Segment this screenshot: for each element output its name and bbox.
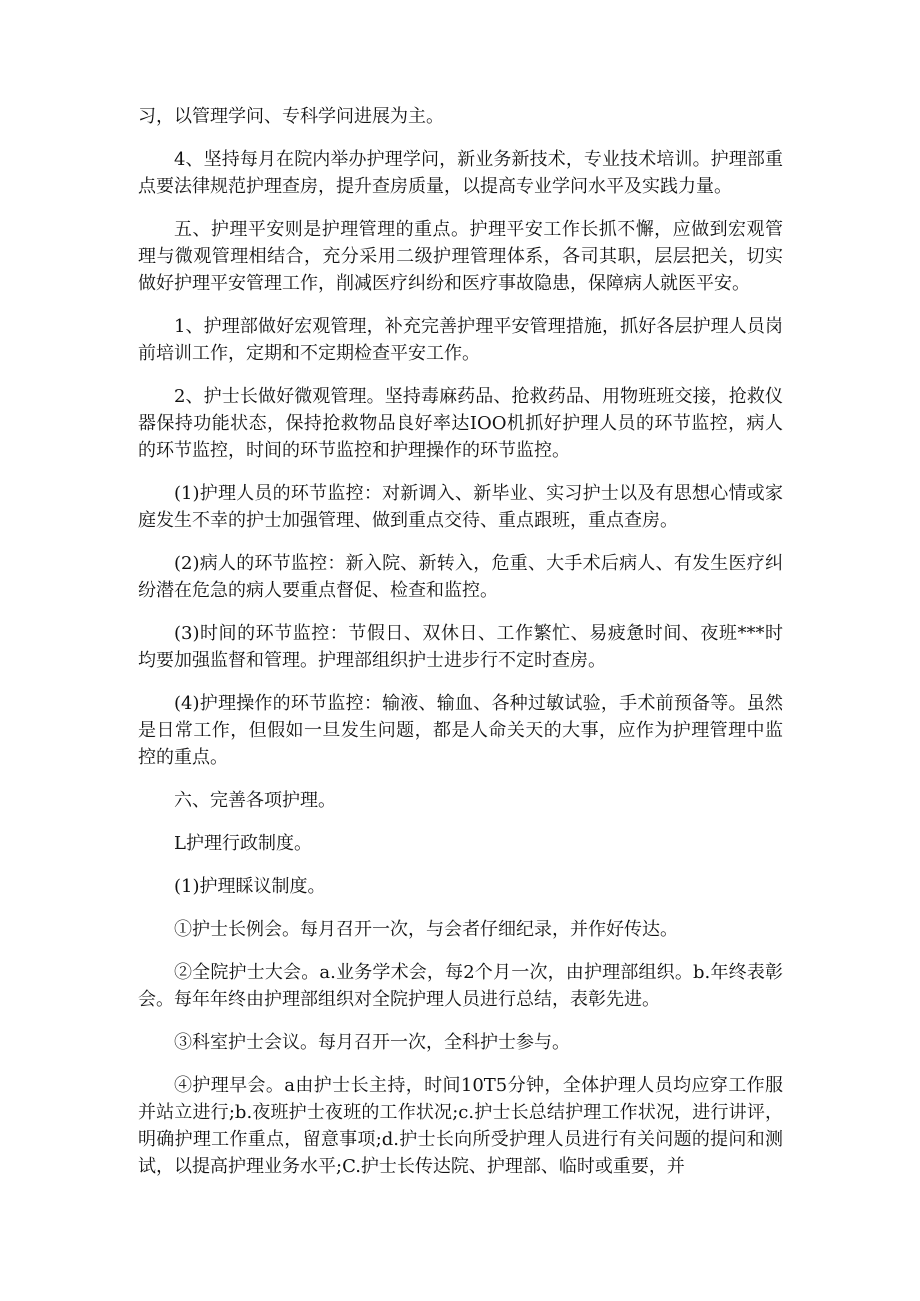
subsection-heading: (1)护理睬议制度。 bbox=[174, 876, 326, 897]
paragraph: ②全院护士大会。a.业务学术会，每2个月一次，由护理部组织。b.年终表彰会。每年年终由护理部组织对全院护理人员进行总结，表彰先进。 bbox=[138, 962, 783, 1010]
subsection-heading: L护理行政制度。 bbox=[174, 833, 312, 854]
document-body bbox=[138, 103, 783, 1196]
paragraph: 五、护理平安则是护理管理的重点。护理平安工作长抓不懈，应做到宏观管理与微观管理相结合，充分采用二级护理管理体系，各司其职，层层把关，切实做好护理平安管理工作，削减医疗纠纷和医疗事故隐患，保障病人就医平安。 bbox=[138, 219, 783, 294]
paragraph: 4、坚持每月在院内举办护理学问，新业务新技术，专业技术培训。护理部重点要法律规范护理查房，提升查房质量，以提高专业学问水平及实践力量。 bbox=[138, 149, 783, 197]
section-heading: 六、完善各项护理。 bbox=[174, 790, 336, 811]
paragraph: (2)病人的环节监控：新入院、新转入，危重、大手术后病人、有发生医疗纠纷潜在危急的病人要重点督促、检查和监控。 bbox=[138, 553, 783, 601]
paragraph: ③科室护士会议。每月召开一次，全科护士参与。 bbox=[174, 1032, 570, 1053]
paragraph: (4)护理操作的环节监控：输液、输血、各种过敏试验，手术前预备等。虽然是日常工作，但假如一旦发生问题，都是人命关天的大事，应作为护理管理中监控的重点。 bbox=[138, 693, 783, 768]
paragraph: ①护士长例会。每月召开一次，与会者仔细纪录，并作好传达。 bbox=[174, 919, 678, 940]
paragraph: 2、护士长做好微观管理。坚持毒麻药品、抢救药品、用物班班交接，抢救仪器保持功能状态，保持抢救物品良好率达IOO机抓好护理人员的环节监控，病人的环节监控，时间的环节监控和护理操作的环节监控。 bbox=[138, 386, 783, 461]
paragraph: (1)护理人员的环节监控：对新调入、新毕业、实习护士以及有思想心情或家庭发生不幸的护士加强管理、做到重点交待、重点跟班，重点查房。 bbox=[138, 483, 783, 531]
paragraph: ④护理早会。a由护士长主持，时间10T5分钟，全体护理人员均应穿工作服并站立进行;b.夜班护士夜班的工作状况;c.护士长总结护理工作状况，进行讲评，明确护理工作重点，留意事项;d.护士长向所受护理人员进行有关问题的提问和测试，以提高护理业务水平;C.护士长传达院、护理部、临时或重要，并 bbox=[138, 1075, 783, 1177]
paragraph: (3)时间的环节监控：节假日、双休日、工作繁忙、易疲惫时间、夜班***时均要加强监督和管理。护理部组织护士进步行不定时查房。 bbox=[138, 623, 783, 671]
paragraph: 1、护理部做好宏观管理，补充完善护理平安管理措施，抓好各层护理人员岗前培训工作，定期和不定期检查平安工作。 bbox=[138, 316, 783, 364]
paragraph: 习，以管理学问、专科学问进展为主。 bbox=[138, 106, 444, 127]
